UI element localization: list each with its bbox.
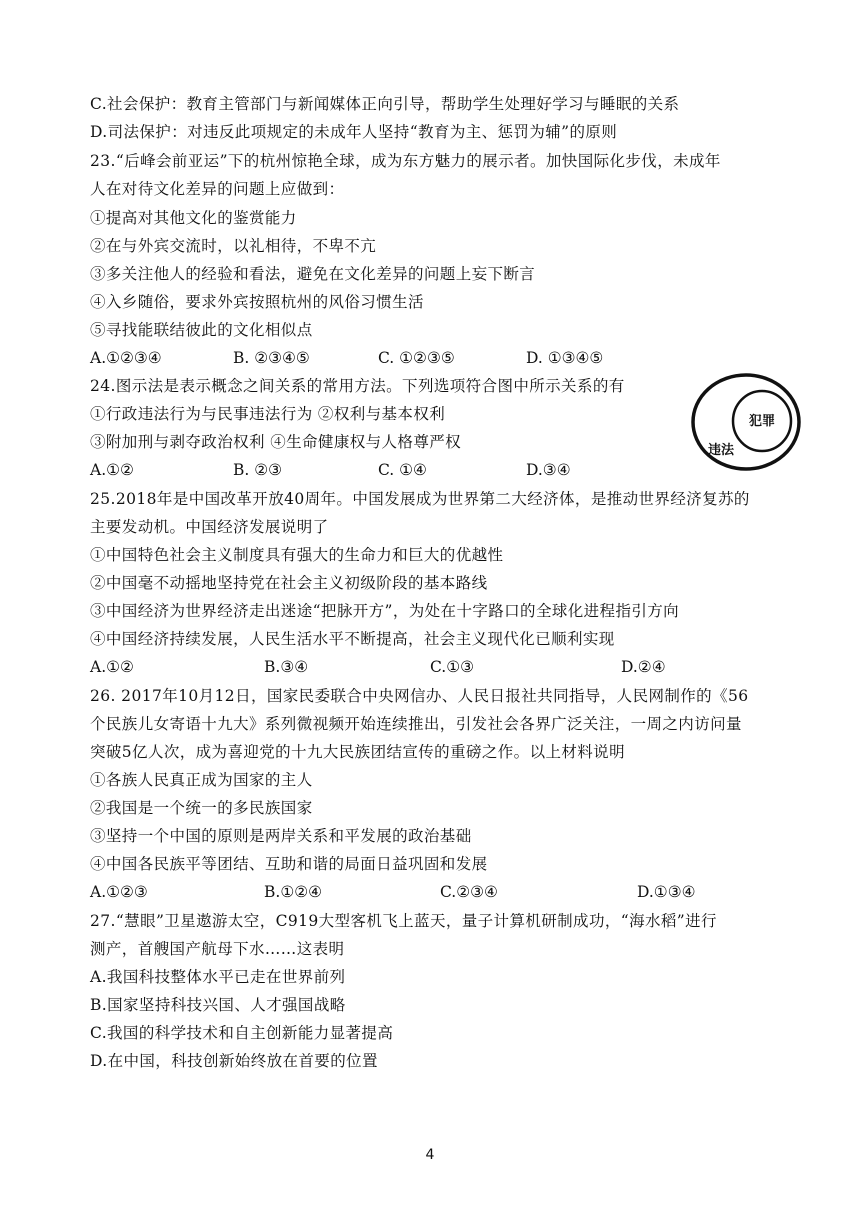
q23-options [90, 348, 810, 368]
q24-option-b: B. ②③ [233, 461, 283, 479]
outer-label: 违法 [707, 443, 735, 458]
q24-item-line-2: ③附加刑与剥夺政治权利 ④生命健康权与人格尊严权 [90, 433, 462, 451]
q23-option-a: A.①②③④ [90, 349, 162, 367]
q27-stem-line-2: 测产，首艘国产航母下水……这表明 [90, 940, 345, 958]
q26-option-c: C.②③④ [440, 883, 498, 901]
q25-stem-line-1: 25.2018年是中国改革开放40周年。中国发展成为世界第二大经济体，是推动世界经济复苏的 [90, 490, 750, 508]
q23-stem-line-2: 人在对待文化差异的问题上应做到： [90, 180, 345, 198]
concept-venn-diagram [688, 372, 810, 472]
q25-option-d: D.②④ [621, 658, 666, 676]
q24-option-c: C. ①④ [378, 461, 427, 479]
q26-stem-line-1: 26. 2017年10月12日，国家民委联合中央网信办、人民日报社共同指导，人民网制作的《56 [90, 687, 749, 705]
q23-item-2: ②在与外宾交流时，以礼相待，不卑不亢 [90, 237, 377, 255]
q25-stem-line-2: 主要发动机。中国经济发展说明了 [90, 518, 329, 536]
q23-item-5: ⑤寻找能联结彼此的文化相似点 [90, 321, 313, 339]
q25-item-3: ③中国经济为世界经济走出迷途“把脉开方”，为处在十字路口的全球化进程指引方向 [90, 602, 680, 620]
q24-stem: 24.图示法是表示概念之间关系的常用方法。下列选项符合图中所示关系的有 [90, 377, 625, 395]
q27-option-b: B.国家坚持科技兴国、人才强国战略 [90, 996, 346, 1014]
q25-item-4: ④中国经济持续发展，人民生活水平不断提高，社会主义现代化已顺利实现 [90, 630, 615, 648]
q25-options [90, 657, 810, 677]
q26-options [90, 882, 810, 902]
q23-item-4: ④入乡随俗，要求外宾按照杭州的风俗习惯生活 [90, 293, 424, 311]
prev-option-d: D.司法保护：对违反此项规定的未成年人坚持“教育为主、惩罚为辅”的原则 [90, 123, 618, 141]
q24-item-line-1: ①行政违法行为与民事违法行为 ②权利与基本权利 [90, 405, 446, 423]
q25-option-a: A.①② [90, 658, 134, 676]
prev-option-c: C.社会保护：教育主管部门与新闻媒体正向引导，帮助学生处理好学习与睡眠的关系 [90, 95, 680, 113]
q26-option-a: A.①②③ [90, 883, 148, 901]
q25-option-c: C.①③ [430, 658, 475, 676]
q26-stem-line-3: 突破5亿人次，成为喜迎党的十九大民族团结宣传的重磅之作。以上材料说明 [90, 743, 625, 761]
inner-label: 犯罪 [748, 414, 776, 429]
q26-option-b: B.①②④ [264, 883, 323, 901]
q26-stem-line-2: 个民族儿女寄语十九大》系列微视频开始连续推出，引发社会各界广泛关注，一周之内访问量 [90, 715, 742, 733]
q27-option-d: D.在中国，科技创新始终放在首要的位置 [90, 1052, 378, 1070]
q27-stem-line-1: 27.“慧眼”卫星遨游太空，C919大型客机飞上蓝天，量子计算机研制成功，“海水稻”进行 [90, 912, 717, 930]
q23-option-d: D. ①③④⑤ [526, 349, 604, 367]
q26-item-3: ③坚持一个中国的原则是两岸关系和平发展的政治基础 [90, 827, 472, 845]
q25-option-b: B.③④ [264, 658, 309, 676]
q25-item-2: ②中国毫不动摇地坚持党在社会主义初级阶段的基本路线 [90, 574, 488, 592]
q27-option-c: C.我国的科学技术和自主创新能力显著提高 [90, 1024, 394, 1042]
q24-option-d: D.③④ [526, 461, 571, 479]
page-number: 4 [425, 1147, 435, 1163]
venn-svg [688, 372, 810, 472]
q26-item-1: ①各族人民真正成为国家的主人 [90, 771, 313, 789]
q23-option-b: B. ②③④⑤ [233, 349, 310, 367]
q25-item-1: ①中国特色社会主义制度具有强大的生命力和巨大的优越性 [90, 546, 504, 564]
q26-option-d: D.①③④ [637, 883, 696, 901]
q27-option-a: A.我国科技整体水平已走在世界前列 [90, 968, 346, 986]
q26-item-4: ④中国各民族平等团结、互助和谐的局面日益巩固和发展 [90, 855, 488, 873]
q23-stem-line-1: 23.“后峰会前亚运”下的杭州惊艳全球，成为东方魅力的展示者。加快国际化步伐，未成年 [90, 152, 721, 170]
q23-item-3: ③多关注他人的经验和看法，避免在文化差异的问题上妄下断言 [90, 265, 536, 283]
q23-item-1: ①提高对其他文化的鉴赏能力 [90, 209, 297, 227]
q26-item-2: ②我国是一个统一的多民族国家 [90, 799, 313, 817]
q24-option-a: A.①② [90, 461, 134, 479]
q23-option-c: C. ①②③⑤ [378, 349, 455, 367]
